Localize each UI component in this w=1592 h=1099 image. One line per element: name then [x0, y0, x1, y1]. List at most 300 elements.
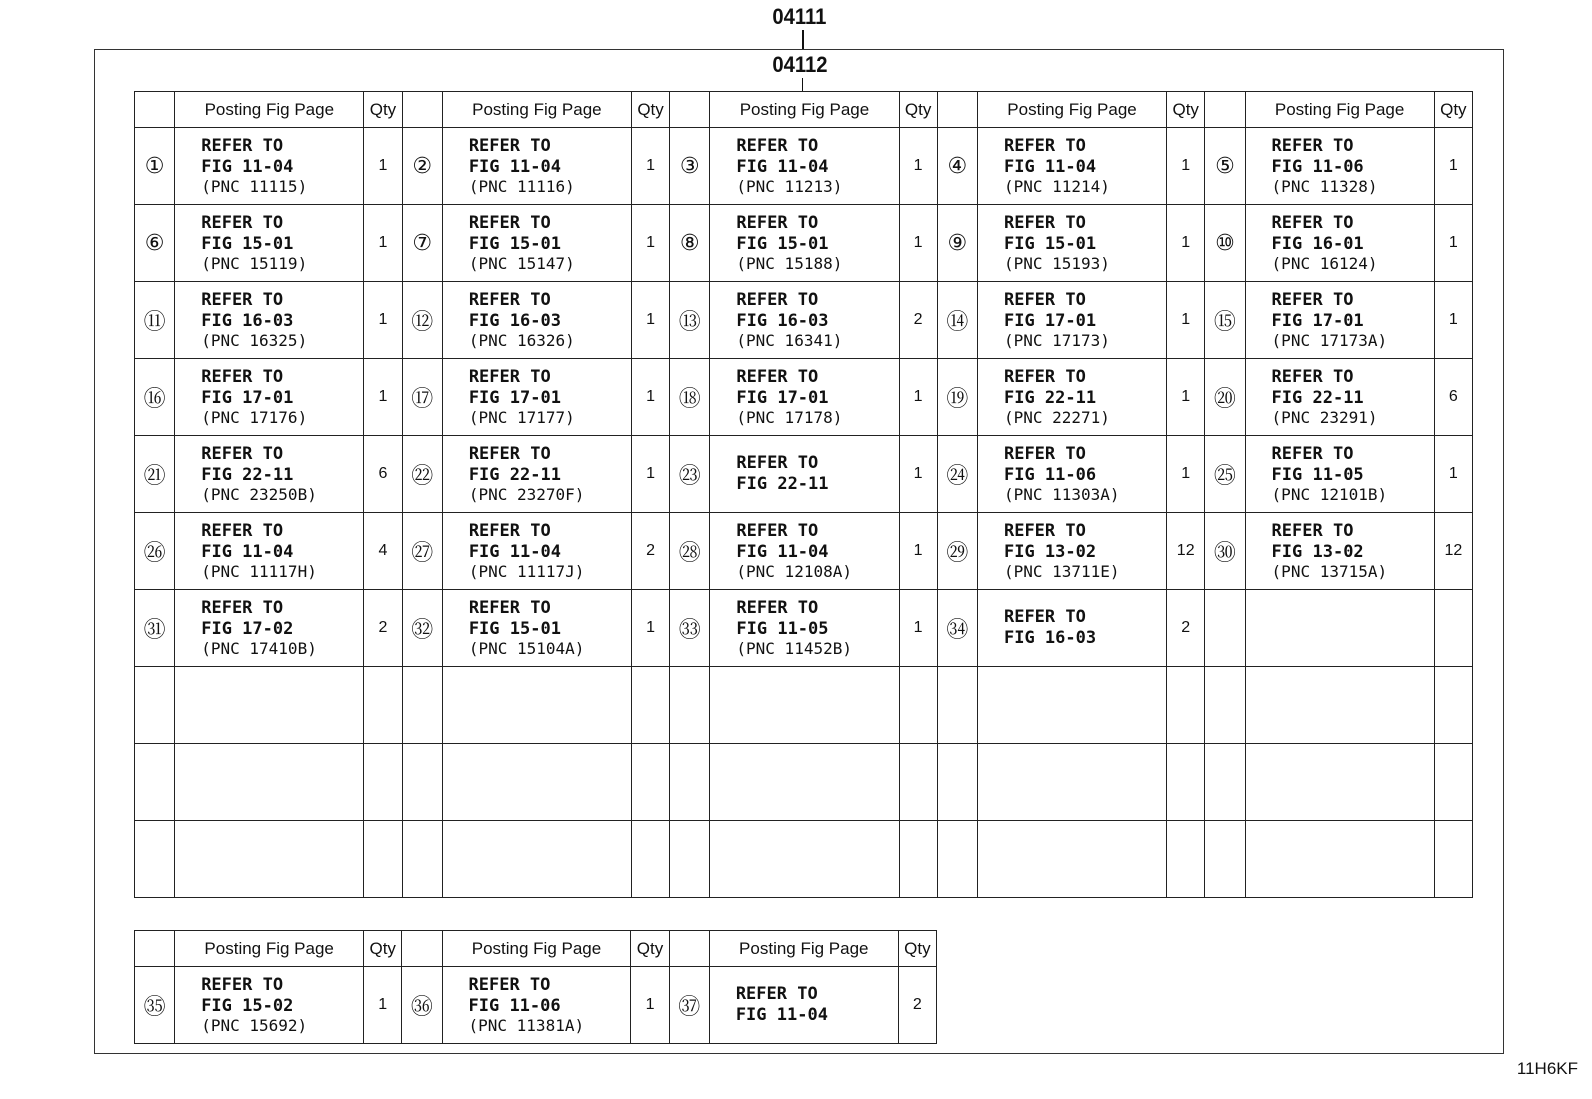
header-qty-label: Qty	[364, 931, 402, 967]
reference-cell	[1245, 744, 1434, 821]
fig-page-text: FIG 22-11	[736, 474, 829, 494]
pnc-text: (PNC 23270F)	[468, 485, 585, 504]
reference-cell	[175, 590, 364, 667]
item-number: ⑱	[670, 359, 710, 436]
refer-to-text: REFER TO	[1271, 521, 1354, 541]
reference-cell	[1245, 821, 1434, 898]
fig-page-text: FIG 17-01	[736, 388, 829, 408]
qty-value: 1	[1434, 128, 1472, 205]
table-row	[135, 590, 1473, 667]
fig-page-text: FIG 15-01	[201, 234, 294, 254]
qty-value	[1434, 590, 1472, 667]
pnc-text: (PNC 11115)	[201, 177, 308, 196]
item-number	[402, 744, 442, 821]
refer-to-text: REFER TO	[1003, 521, 1086, 541]
pnc-text: (PNC 11381A)	[468, 1016, 585, 1035]
refer-to-text: REFER TO	[736, 521, 819, 541]
pnc-text: (PNC 17178)	[736, 408, 843, 427]
item-number	[1205, 590, 1245, 667]
reference-cell	[710, 744, 899, 821]
reference-cell	[710, 667, 899, 744]
refer-to-text: REFER TO	[468, 598, 551, 618]
item-number: ⑤	[1205, 128, 1245, 205]
qty-value: 1	[1167, 359, 1205, 436]
reference-cell	[442, 513, 631, 590]
fig-page-text: FIG 11-04	[201, 542, 294, 562]
fig-page-text: FIG 11-05	[1271, 465, 1364, 485]
reference-cell	[175, 821, 364, 898]
qty-value	[899, 667, 937, 744]
qty-value: 2	[899, 282, 937, 359]
reference-cell	[175, 128, 364, 205]
refer-to-text: REFER TO	[1271, 290, 1354, 310]
reference-cell	[1245, 205, 1434, 282]
pnc-text: (PNC 15193)	[1003, 254, 1110, 273]
header-fig-label: Posting Fig Page	[175, 931, 364, 967]
fig-page-text: FIG 17-02	[201, 619, 294, 639]
header-number-cell	[402, 931, 442, 967]
reference-cell	[175, 513, 364, 590]
top-leader-line	[802, 30, 804, 49]
fig-page-text: FIG 16-03	[736, 311, 829, 331]
header-row	[135, 931, 937, 967]
reference-cell	[175, 967, 364, 1044]
refer-to-text: REFER TO	[1003, 607, 1086, 627]
item-number: ⑳	[1205, 359, 1245, 436]
qty-value: 6	[1434, 359, 1472, 436]
item-number: ㉓	[670, 436, 710, 513]
reference-cell	[442, 590, 631, 667]
qty-value: 1	[364, 359, 402, 436]
table-row	[135, 667, 1473, 744]
reference-cell	[442, 359, 631, 436]
qty-value: 1	[1434, 205, 1472, 282]
qty-value: 1	[631, 205, 669, 282]
qty-value: 1	[899, 205, 937, 282]
reference-cell	[442, 436, 631, 513]
item-number: ②	[402, 128, 442, 205]
item-number: ㉖	[135, 513, 175, 590]
reference-cell	[977, 436, 1166, 513]
pnc-text: (PNC 16326)	[468, 331, 575, 350]
qty-value	[1434, 667, 1472, 744]
refer-to-text: REFER TO	[201, 444, 284, 464]
fig-page-text: FIG 16-03	[468, 311, 561, 331]
fig-page-text: FIG 11-04	[201, 157, 294, 177]
fig-page-text: FIG 22-11	[201, 465, 294, 485]
item-number: ㉝	[670, 590, 710, 667]
pnc-text: (PNC 22271)	[1003, 408, 1110, 427]
item-number: ㊱	[402, 967, 442, 1044]
item-number	[135, 821, 175, 898]
item-number	[1205, 744, 1245, 821]
item-number	[402, 821, 442, 898]
header-fig-label: Posting Fig Page	[710, 92, 899, 128]
refer-to-text: REFER TO	[1003, 213, 1086, 233]
pnc-text: (PNC 11213)	[736, 177, 843, 196]
header-qty-label: Qty	[1167, 92, 1205, 128]
reference-cell	[1245, 667, 1434, 744]
fig-page-text: FIG 22-11	[1271, 388, 1364, 408]
item-number: ⑫	[402, 282, 442, 359]
qty-value	[899, 744, 937, 821]
qty-value: 12	[1434, 513, 1472, 590]
item-number	[670, 821, 710, 898]
reference-cell	[1245, 128, 1434, 205]
reference-cell	[1245, 436, 1434, 513]
reference-cell	[709, 967, 898, 1044]
refer-to-text: REFER TO	[1271, 367, 1354, 387]
pnc-text: (PNC 17177)	[468, 408, 575, 427]
qty-value	[1167, 744, 1205, 821]
qty-value: 1	[364, 128, 402, 205]
item-number: ㉛	[135, 590, 175, 667]
refer-to-text: REFER TO	[1271, 213, 1354, 233]
refer-to-text: REFER TO	[736, 136, 819, 156]
item-number: ⑪	[135, 282, 175, 359]
item-number: ㉗	[402, 513, 442, 590]
reference-cell	[442, 282, 631, 359]
reference-cell	[977, 667, 1166, 744]
sub-part-code: 04112	[772, 52, 828, 77]
fig-page-text: FIG 15-01	[736, 234, 829, 254]
qty-value: 1	[1167, 282, 1205, 359]
item-number: ⑭	[937, 282, 977, 359]
reference-cell	[977, 359, 1166, 436]
refer-to-text: REFER TO	[201, 521, 284, 541]
qty-value: 1	[899, 359, 937, 436]
refer-to-text: REFER TO	[468, 975, 551, 995]
reference-cell	[977, 821, 1166, 898]
qty-value: 1	[631, 967, 669, 1044]
pnc-text: (PNC 16325)	[201, 331, 308, 350]
reference-cell	[977, 513, 1166, 590]
pnc-text: (PNC 11117H)	[201, 562, 317, 581]
qty-value: 1	[1434, 282, 1472, 359]
refer-to-text: REFER TO	[201, 213, 284, 233]
pnc-text: (PNC 16124)	[1271, 254, 1378, 273]
qty-value: 1	[899, 436, 937, 513]
pnc-text: (PNC 13715A)	[1271, 562, 1388, 581]
item-number: ⑮	[1205, 282, 1245, 359]
header-qty-label: Qty	[898, 931, 936, 967]
pnc-text: (PNC 11452B)	[736, 639, 852, 658]
fig-page-text: FIG 15-01	[1003, 234, 1097, 254]
item-number: ㉚	[1205, 513, 1245, 590]
refer-to-text: REFER TO	[201, 598, 284, 618]
pnc-text: (PNC 12101B)	[1271, 485, 1388, 504]
item-number: ⑬	[670, 282, 710, 359]
pnc-text: (PNC 12108A)	[736, 562, 852, 581]
item-number: ㉟	[135, 967, 175, 1044]
header-fig-label: Posting Fig Page	[977, 92, 1166, 128]
qty-value: 1	[899, 128, 937, 205]
qty-value	[364, 821, 402, 898]
header-number-cell	[670, 92, 710, 128]
refer-to-text: REFER TO	[1003, 136, 1086, 156]
fig-page-text: FIG 17-01	[468, 388, 561, 408]
qty-value	[631, 667, 669, 744]
reference-cell	[175, 359, 364, 436]
header-number-cell	[669, 931, 709, 967]
top-part-code: 04111	[772, 4, 827, 29]
refer-to-text: REFER TO	[1271, 444, 1354, 464]
pnc-text: (PNC 17173)	[1003, 331, 1110, 350]
fig-page-text: FIG 11-04	[468, 542, 561, 562]
refer-to-text: REFER TO	[468, 521, 551, 541]
secondary-reference-table	[134, 930, 937, 1044]
pnc-text: (PNC 17173A)	[1271, 331, 1388, 350]
table-row	[135, 359, 1473, 436]
qty-value	[364, 744, 402, 821]
qty-value	[1167, 821, 1205, 898]
reference-cell	[977, 128, 1166, 205]
header-qty-label: Qty	[899, 92, 937, 128]
qty-value: 1	[364, 282, 402, 359]
refer-to-text: REFER TO	[468, 367, 551, 387]
item-number: ⑩	[1205, 205, 1245, 282]
item-number	[670, 744, 710, 821]
reference-cell	[710, 128, 899, 205]
qty-value: 1	[1167, 436, 1205, 513]
reference-cell	[710, 205, 899, 282]
pnc-text: (PNC 15147)	[468, 254, 575, 273]
reference-cell	[175, 282, 364, 359]
fig-page-text: FIG 11-04	[735, 1005, 828, 1025]
qty-value: 2	[631, 513, 669, 590]
qty-value: 1	[631, 590, 669, 667]
item-number	[937, 667, 977, 744]
qty-value: 1	[364, 205, 402, 282]
table-row	[135, 282, 1473, 359]
item-number: ㉞	[937, 590, 977, 667]
fig-page-text: FIG 22-11	[468, 465, 561, 485]
refer-to-text: REFER TO	[201, 367, 284, 387]
reference-cell	[175, 744, 364, 821]
item-number	[135, 667, 175, 744]
fig-page-text: FIG 13-02	[1003, 542, 1097, 562]
header-fig-label: Posting Fig Page	[1245, 92, 1434, 128]
qty-value	[364, 667, 402, 744]
header-fig-label: Posting Fig Page	[442, 931, 631, 967]
main-reference-table	[134, 91, 1473, 898]
table-row	[135, 513, 1473, 590]
reference-cell	[442, 205, 631, 282]
reference-cell	[710, 282, 899, 359]
reference-cell	[710, 513, 899, 590]
qty-value	[1167, 667, 1205, 744]
item-number	[937, 744, 977, 821]
item-number	[670, 667, 710, 744]
fig-page-text: FIG 22-11	[1003, 388, 1097, 408]
fig-page-text: FIG 17-01	[201, 388, 294, 408]
item-number: ㉜	[402, 590, 442, 667]
header-number-cell	[135, 931, 175, 967]
reference-cell	[1245, 513, 1434, 590]
fig-page-text: FIG 15-01	[468, 619, 561, 639]
reference-cell	[977, 282, 1166, 359]
qty-value: 6	[364, 436, 402, 513]
qty-value: 1	[631, 128, 669, 205]
reference-cell	[1245, 359, 1434, 436]
pnc-text: (PNC 17410B)	[201, 639, 317, 658]
reference-cell	[710, 821, 899, 898]
item-number: ⑯	[135, 359, 175, 436]
header-number-cell	[135, 92, 175, 128]
fig-page-text: FIG 11-06	[468, 996, 561, 1016]
item-number: ㉒	[402, 436, 442, 513]
reference-cell	[442, 128, 631, 205]
reference-cell	[977, 590, 1166, 667]
refer-to-text: REFER TO	[201, 136, 284, 156]
refer-to-text: REFER TO	[736, 598, 819, 618]
qty-value: 1	[364, 967, 402, 1044]
item-number: ㉕	[1205, 436, 1245, 513]
qty-value: 1	[1167, 205, 1205, 282]
refer-to-text: REFER TO	[1003, 367, 1086, 387]
item-number	[1205, 821, 1245, 898]
pnc-text: (PNC 15188)	[736, 254, 843, 273]
header-fig-label: Posting Fig Page	[175, 92, 364, 128]
fig-page-text: FIG 17-01	[1003, 311, 1097, 331]
reference-cell	[1245, 282, 1434, 359]
qty-value	[1434, 821, 1472, 898]
item-number: ㉘	[670, 513, 710, 590]
refer-to-text: REFER TO	[468, 290, 551, 310]
reference-cell	[710, 590, 899, 667]
drawing-code: 11H6KF	[1516, 1059, 1578, 1078]
fig-page-text: FIG 16-03	[1003, 628, 1097, 648]
qty-value: 1	[1167, 128, 1205, 205]
fig-page-text: FIG 16-01	[1271, 234, 1364, 254]
item-number: ㉔	[937, 436, 977, 513]
item-number: ㊲	[669, 967, 709, 1044]
item-number: ⑧	[670, 205, 710, 282]
table-row	[135, 744, 1473, 821]
pnc-text: (PNC 11117J)	[468, 562, 585, 581]
header-number-cell	[1205, 92, 1245, 128]
pnc-text: (PNC 11214)	[1003, 177, 1110, 196]
fig-page-text: FIG 16-03	[201, 311, 294, 331]
reference-cell	[710, 359, 899, 436]
item-number: ⑰	[402, 359, 442, 436]
fig-page-text: FIG 11-04	[736, 157, 829, 177]
item-number: ①	[135, 128, 175, 205]
fig-page-text: FIG 15-02	[201, 996, 294, 1016]
fig-page-text: FIG 11-05	[736, 619, 829, 639]
refer-to-text: REFER TO	[736, 453, 819, 473]
reference-cell	[710, 436, 899, 513]
pnc-text: (PNC 11116)	[468, 177, 575, 196]
fig-page-text: FIG 11-06	[1003, 465, 1097, 485]
qty-value	[899, 821, 937, 898]
qty-value: 2	[364, 590, 402, 667]
header-fig-label: Posting Fig Page	[442, 92, 631, 128]
fig-page-text: FIG 11-04	[1003, 157, 1097, 177]
refer-to-text: REFER TO	[201, 290, 284, 310]
reference-cell	[977, 744, 1166, 821]
refer-to-text: REFER TO	[736, 290, 819, 310]
qty-value: 1	[899, 513, 937, 590]
reference-cell	[175, 436, 364, 513]
qty-value: 1	[631, 282, 669, 359]
pnc-text: (PNC 16341)	[736, 331, 843, 350]
reference-cell	[442, 967, 631, 1044]
pnc-text: (PNC 11328)	[1271, 177, 1378, 196]
item-number: ④	[937, 128, 977, 205]
pnc-text: (PNC 11303A)	[1003, 485, 1120, 504]
fig-page-text: FIG 15-01	[468, 234, 561, 254]
qty-value: 1	[631, 436, 669, 513]
qty-value: 1	[899, 590, 937, 667]
reference-cell	[442, 821, 631, 898]
table-row	[135, 967, 937, 1044]
table-row	[135, 821, 1473, 898]
refer-to-text: REFER TO	[735, 984, 818, 1004]
item-number: ⑨	[937, 205, 977, 282]
item-number: ㉙	[937, 513, 977, 590]
item-number	[937, 821, 977, 898]
refer-to-text: REFER TO	[736, 213, 819, 233]
table-row	[135, 205, 1473, 282]
header-qty-label: Qty	[364, 92, 402, 128]
qty-value: 2	[1167, 590, 1205, 667]
qty-value: 12	[1167, 513, 1205, 590]
table-row	[135, 128, 1473, 205]
fig-page-text: FIG 13-02	[1271, 542, 1364, 562]
refer-to-text: REFER TO	[1003, 290, 1086, 310]
pnc-text: (PNC 15104A)	[468, 639, 585, 658]
refer-to-text: REFER TO	[468, 213, 551, 233]
item-number	[402, 667, 442, 744]
item-number: ⑦	[402, 205, 442, 282]
refer-to-text: REFER TO	[1003, 444, 1086, 464]
qty-value: 2	[898, 967, 936, 1044]
refer-to-text: REFER TO	[468, 444, 551, 464]
refer-to-text: REFER TO	[1271, 136, 1354, 156]
refer-to-text: REFER TO	[201, 975, 284, 995]
header-qty-label: Qty	[631, 92, 669, 128]
reference-cell	[1245, 590, 1434, 667]
pnc-text: (PNC 15119)	[201, 254, 308, 273]
item-number: ㉑	[135, 436, 175, 513]
refer-to-text: REFER TO	[468, 136, 551, 156]
item-number	[1205, 667, 1245, 744]
pnc-text: (PNC 23291)	[1271, 408, 1378, 427]
qty-value: 4	[364, 513, 402, 590]
item-number: ⑲	[937, 359, 977, 436]
pnc-text: (PNC 13711E)	[1003, 562, 1120, 581]
fig-page-text: FIG 11-04	[736, 542, 829, 562]
header-qty-label: Qty	[1434, 92, 1472, 128]
header-fig-label: Posting Fig Page	[709, 931, 898, 967]
fig-page-text: FIG 11-06	[1271, 157, 1364, 177]
refer-to-text: REFER TO	[736, 367, 819, 387]
pnc-text: (PNC 15692)	[201, 1016, 308, 1035]
header-row	[135, 92, 1473, 128]
reference-cell	[175, 205, 364, 282]
item-number: ③	[670, 128, 710, 205]
pnc-text: (PNC 23250B)	[201, 485, 317, 504]
fig-page-text: FIG 11-04	[468, 157, 561, 177]
header-number-cell	[937, 92, 977, 128]
pnc-text: (PNC 17176)	[201, 408, 308, 427]
reference-cell	[442, 744, 631, 821]
reference-cell	[175, 667, 364, 744]
reference-cell	[442, 667, 631, 744]
header-qty-label: Qty	[631, 931, 669, 967]
reference-cell	[977, 205, 1166, 282]
